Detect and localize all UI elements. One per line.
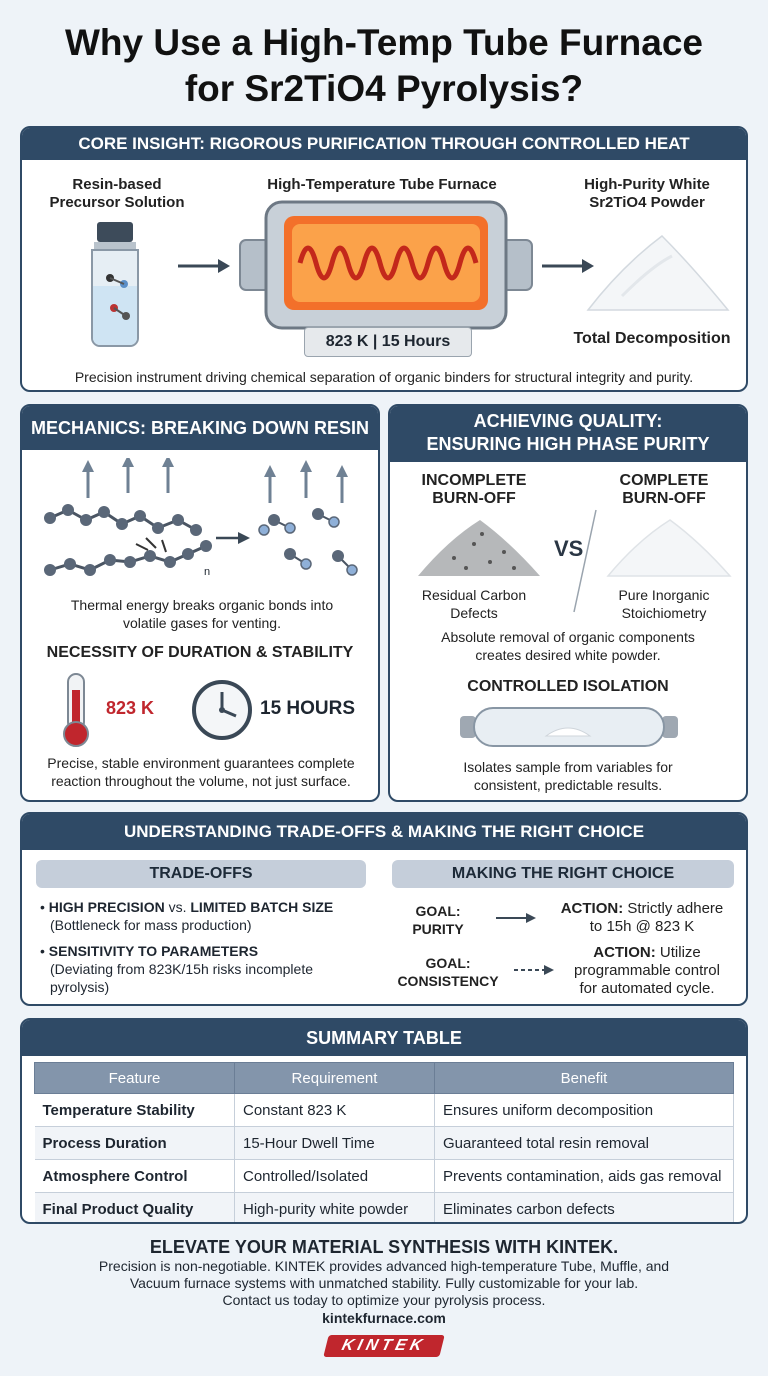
kintek-logo-text: KINTEK [340,1337,429,1354]
tradeoff-item-2-note: (Deviating from 823K/15h risks incomplete pyrolysis) [50,961,314,995]
title-line-1: Why Use a High-Temp Tube Furnace [65,22,703,63]
action-consistency [552,944,742,998]
complete-title-line-1: COMPLETE [619,472,709,489]
table-row [35,1127,734,1160]
polymer-breakdown-icon [38,458,368,588]
vs-label: VS [554,536,584,561]
clock-icon [190,678,254,742]
mechanics-header: MECHANICS: BREAKING DOWN RESIN [22,406,378,450]
action-purity [542,900,742,936]
table-cell: Temperature Stability [35,1094,235,1127]
action-purity-text-1: Strictly adhere [623,900,724,917]
table-cell: 15-Hour Dwell Time [235,1127,435,1160]
action-purity-text-2: to 15h @ 823 K [589,918,695,935]
table-row [35,1160,734,1193]
footer [0,1236,768,1357]
table-cell: Prevents contamination, aids gas removal [435,1160,734,1193]
tradeoff-item-2-title: • SENSITIVITY TO PARAMETERS [40,943,259,959]
table-cell: Eliminates carbon defects [435,1193,734,1225]
precursor-label: Resin-based Precursor Solution [49,176,185,211]
duration-caption: Precise, stable environment guarantees complete reaction throughout the volume, not just surface. [47,755,355,789]
tradeoff-item-1-vs: vs. [164,899,191,915]
action-consistency-line-1 [552,944,742,962]
core-insight-header: CORE INSIGHT: RIGOROUS PURIFICATION THROUGH CONTROLLED HEAT [22,128,746,160]
quartz-tube-icon [456,702,682,752]
complete-title [594,472,734,508]
goal-consistency-label: GOAL: [425,955,471,971]
tradeoffs-header: UNDERSTANDING TRADE-OFFS & MAKING THE RIGHT CHOICE [22,814,746,850]
action-consistency-text-2: programmable control [574,962,720,979]
summary-table [34,1062,734,1224]
table-cell: Controlled/Isolated [235,1160,435,1193]
white-powder-pile-icon [604,514,734,580]
title-line-2: for Sr2TiO4 Pyrolysis? [184,68,584,109]
quality-caption: Absolute removal of organic components creates desired white powder. [441,629,695,663]
core-caption: Precision instrument driving chemical separation of organic binders for structural integrity and purity. [74,369,694,385]
column-header: Requirement [235,1063,435,1094]
quality-panel [388,404,748,802]
footer-line-2: Vacuum furnace systems with unmatched stability. Fully customizable for your lab. [129,1275,639,1291]
incomplete-caption [404,586,544,622]
footer-line-3: Contact us today to optimize your pyrolysis process. [222,1292,546,1308]
action-consistency-text-3: for automated cycle. [579,980,715,997]
isolation-subheader: CONTROLLED ISOLATION [467,678,669,695]
thermometer-icon [56,670,96,750]
quality-header-line-2: ENSURING HIGH PHASE PURITY [426,434,710,454]
action-consistency-text-1: Utilize [655,944,701,961]
tube-furnace-icon [236,198,536,338]
kintek-logo[interactable] [323,1335,444,1357]
goal-consistency-value: CONSISTENCY [397,973,499,989]
furnace-reading: 823 K | 15 Hours [325,333,451,350]
isolation-caption: Isolates sample from variables for consistent, predictable results. [463,759,673,793]
incomplete-title [404,472,544,508]
footer-url[interactable]: kintekfurnace.com [322,1310,446,1326]
quality-header-line-1: ACHIEVING QUALITY: [473,411,663,431]
complete-caption-line-2: Stoichiometry [621,605,707,621]
goal-purity [390,902,486,938]
page-title [0,20,768,112]
temperature-value: 823 K [106,698,155,718]
arrow-right-icon [174,256,234,276]
table-row [35,1193,734,1225]
complete-caption [594,586,734,622]
table-cell: Atmosphere Control [35,1160,235,1193]
tradeoff-item-2 [40,942,370,996]
furnace-reading-display [304,327,472,357]
table-cell: Constant 823 K [235,1094,435,1127]
table-cell: Guaranteed total resin removal [435,1127,734,1160]
table-cell: High-purity white powder [235,1193,435,1225]
column-header: Feature [35,1063,235,1094]
tradeoff-item-2-text: SENSITIVITY TO PARAMETERS [48,943,259,959]
goal-purity-value: PURITY [412,921,464,937]
arrow-right-icon [494,910,538,926]
tradeoff-item-1-title: • HIGH PRECISION vs. LIMITED BATCH SIZE [40,899,334,915]
duration-subheader: NECESSITY OF DURATION & STABILITY [46,644,354,661]
core-insight-panel [20,126,748,392]
complete-title-line-2: BURN-OFF [622,490,706,507]
incomplete-caption-line-1: Residual Carbon [421,587,527,603]
incomplete-title-line-2: BURN-OFF [432,490,516,507]
tradeoffs-panel [20,812,748,1006]
tradeoff-item-1-b: LIMITED BATCH SIZE [190,899,334,915]
table-row [35,1094,734,1127]
complete-caption-line-1: Pure Inorganic [618,587,710,603]
precursor-vial-icon [80,220,150,350]
goal-consistency [390,954,506,990]
summary-header: SUMMARY TABLE [22,1020,746,1056]
tradeoff-item-1-note: (Bottleneck for mass production) [50,917,252,933]
summary-header-row [35,1063,734,1094]
duration-value: 15 HOURS [260,698,356,719]
summary-panel [20,1018,748,1224]
gray-powder-pile-icon [414,514,544,580]
incomplete-title-line-1: INCOMPLETE [421,472,527,489]
table-cell: Ensures uniform decomposition [435,1094,734,1127]
product-label: High-Purity White Sr2TiO4 Powder [584,176,710,211]
footer-line-1: Precision is non-negotiable. KINTEK provides advanced high-temperature Tube, Muffle, and [98,1258,670,1274]
mechanics-caption: Thermal energy breaks organic bonds into volatile gases for venting. [70,597,334,631]
right-choice-subtitle: MAKING THE RIGHT CHOICE [392,860,734,888]
tradeoff-item-1-a: HIGH PRECISION [48,899,165,915]
result-label: Total Decomposition [573,330,731,347]
white-powder-pile-icon [582,226,732,316]
quality-header [390,406,746,462]
table-cell: Final Product Quality [35,1193,235,1225]
tradeoff-item-1 [40,898,370,934]
action-purity-line-1 [542,900,742,918]
arrow-right-icon [512,962,556,978]
action-purity-label: ACTION: [560,900,624,917]
action-consistency-label: ACTION: [593,944,656,961]
mechanics-panel [20,404,380,802]
polymer-subscript: n [204,566,211,578]
tradeoffs-subtitle: TRADE-OFFS [36,860,366,888]
furnace-label: High-Temperature Tube Furnace [267,176,497,193]
goal-purity-label: GOAL: [415,903,461,919]
incomplete-caption-line-2: Defects [450,605,498,621]
footer-headline: ELEVATE YOUR MATERIAL SYNTHESIS WITH KINTEK. [149,1237,619,1257]
column-header: Benefit [435,1063,734,1094]
table-cell: Process Duration [35,1127,235,1160]
